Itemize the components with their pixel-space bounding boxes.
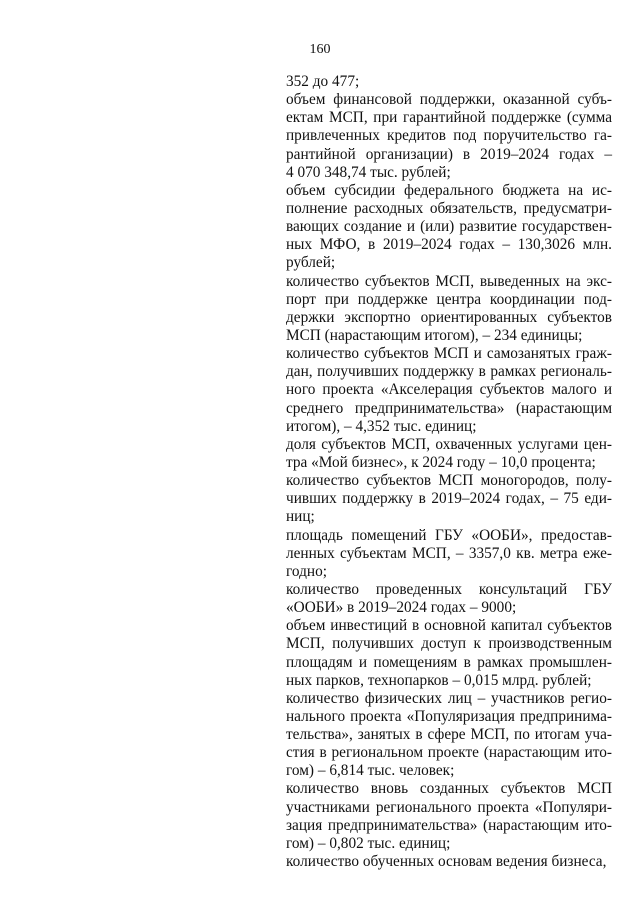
text-line: зация предпринимательства» (нарастающим ито-: [286, 816, 612, 834]
text-line: среднего предпринимательства» (нарастающим: [286, 399, 612, 417]
text-line: «ООБИ» в 2019–2024 годах – 9000;: [286, 599, 517, 617]
paragraph: [286, 853, 612, 871]
paragraph: [286, 780, 612, 853]
text-line: количество субъектов МСП, выведенных на экс-: [286, 272, 612, 290]
text-line: итогом), – 4,352 тыс. единиц;: [286, 417, 477, 435]
paragraph: [286, 617, 612, 690]
text-line: рублей;: [286, 254, 336, 272]
text-line: держки экспортно ориентированных субъектов: [286, 308, 612, 326]
text-line: 352 до 477;: [286, 73, 360, 90]
paragraph: [286, 472, 612, 526]
text-line: ектам МСП, при гарантийной поддержке (сумма: [286, 109, 612, 127]
paragraph: [286, 527, 612, 581]
text-line: количество физических лиц – участников регио-: [286, 689, 612, 707]
text-line: ного проекта «Акселерация субъектов малого и: [286, 381, 612, 399]
text-line: участниками регионального проекта «Популяри-: [286, 798, 612, 816]
text-line: 4 070 348,74 тыс. рублей;: [286, 163, 451, 181]
paragraph: [286, 73, 612, 91]
text-line: объем инвестиций в основной капитал субъектов: [286, 617, 612, 635]
text-line: гом) – 6,814 тыс. человек;: [286, 762, 455, 780]
page-number: 160: [309, 42, 331, 57]
text-line: МСП (нарастающим итогом), – 234 единицы;: [286, 326, 583, 344]
text-line: тра «Мой бизнес», к 2024 году – 10,0 процента;: [286, 453, 596, 471]
text-line: количество вновь созданных субъектов МСП: [286, 780, 612, 798]
text-line: дан, получивших поддержку в рамках региональ-: [286, 363, 612, 381]
text-line: гом) – 0,802 тыс. единиц;: [286, 834, 451, 852]
text-line: порт при поддержке центра координации под-: [286, 290, 612, 308]
paragraph: [286, 273, 612, 346]
text-line: объем финансовой поддержки, оказанной субъ-: [286, 91, 612, 109]
text-line: ленных субъектам МСП, – 3357,0 кв. метра еже-: [286, 544, 612, 562]
text-line: стия в региональном проекте (нарастающим ито-: [286, 744, 612, 762]
text-line: объем субсидии федерального бюджета на ис-: [286, 181, 612, 199]
paragraph: [286, 690, 612, 781]
text-line: ных МФО, в 2019–2024 годах – 130,3026 млн.: [286, 236, 612, 254]
text-line: полнение расходных обязательств, предусматри-: [286, 199, 612, 217]
text-line: вающих создание и (или) развитие государствен-: [286, 218, 612, 236]
paragraph: [286, 436, 612, 472]
text-line: количество субъектов МСП моногородов, полу-: [286, 472, 612, 490]
text-line: рантийной организации) в 2019–2024 годах –: [286, 145, 612, 163]
text-line: количество проведенных консультаций ГБУ: [286, 580, 612, 598]
text-line: количество обученных основам ведения бизнеса,: [286, 853, 607, 871]
text-line: годно;: [286, 562, 327, 580]
text-line: ных парков, технопарков – 0,015 млрд. рублей;: [286, 671, 592, 689]
text-line: нального проекта «Популяризация предпринима-: [286, 707, 612, 725]
text-line: тельства», занятых в сфере МСП, по итогам уча-: [286, 726, 612, 744]
text-line: привлеченных кредитов под поручительство га-: [286, 127, 612, 145]
text-line: количество субъектов МСП и самозанятых граж-: [286, 345, 612, 363]
paragraph: [286, 581, 612, 617]
text-line: площадям и помещениям в рамках промышлен-: [286, 653, 612, 671]
text-line: площадь помещений ГБУ «ООБИ», предостав-: [286, 526, 612, 544]
text-line: доля субъектов МСП, охваченных услугами цен-: [286, 435, 612, 453]
text-line: ниц;: [286, 508, 315, 526]
text-line: чивших поддержку в 2019–2024 годах, – 75 еди-: [286, 490, 612, 508]
paragraph: [286, 345, 612, 436]
paragraph: [286, 182, 612, 273]
document-body: [286, 73, 612, 871]
text-line: МСП, получивших доступ к производственным: [286, 635, 612, 653]
paragraph: [286, 91, 612, 182]
